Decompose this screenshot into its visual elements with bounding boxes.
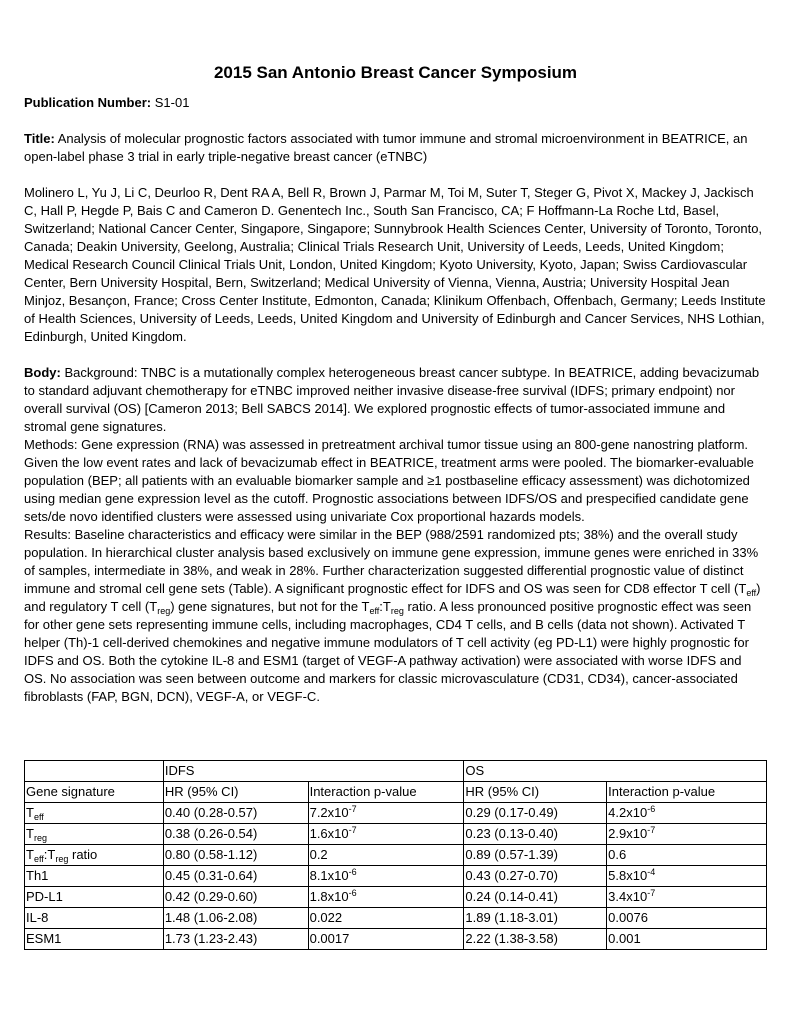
idfs-hr-cell: 0.45 (0.31-0.64) bbox=[163, 866, 308, 887]
column-header-idfs-p: Interaction p-value bbox=[308, 782, 464, 803]
body-methods: Methods: Gene expression (RNA) was assessed in pretreatment archival tumor tissue using an 800-gene nanostring platform. Given the low event rates and lack of bevacizumab effect in BEATRICE, treatment arms were pooled. The biomarker-evaluable population (BEP; all patients with an evaluable biomarker sample and ≥1 postbaseline efficacy assessment) was dichotomized using median gene expression level as the cutoff. Prognostic associations between IDFS/OS and prespecified candidate gene sets/de novo identified clusters were assessed using univariate Cox proportional hazards models. bbox=[24, 437, 754, 524]
results-text-3: ) gene signatures, but not for the T bbox=[170, 599, 370, 614]
table-group-header-row bbox=[25, 761, 767, 782]
publication-number-label: Publication Number: bbox=[24, 95, 152, 110]
table-body bbox=[25, 803, 767, 950]
table-row bbox=[25, 866, 767, 887]
body-results bbox=[24, 526, 767, 706]
idfs-p-value: 0.022 bbox=[309, 910, 343, 925]
os-p-value: 2.9x10 bbox=[608, 826, 648, 841]
results-sub-reg: reg bbox=[157, 606, 171, 616]
os-p-value: 5.8x10 bbox=[608, 868, 648, 883]
idfs-hr-cell: 0.80 (0.58-1.12) bbox=[163, 845, 308, 866]
results-table bbox=[24, 760, 767, 950]
gene-signature-mid: :T bbox=[43, 847, 56, 862]
os-p-cell bbox=[607, 929, 767, 950]
idfs-hr-cell: 1.48 (1.06-2.08) bbox=[163, 908, 308, 929]
os-hr-cell: 0.43 (0.27-0.70) bbox=[464, 866, 607, 887]
idfs-p-exponent: -7 bbox=[348, 825, 357, 835]
page-title: 2015 San Antonio Breast Cancer Symposium bbox=[213, 63, 578, 82]
os-p-cell bbox=[607, 824, 767, 845]
results-text-5: ratio. A less pronounced positive prognostic effect was seen for other gene sets representing immune cells, including macrophages, CD4 T cells, and B cells (data not shown). Activated T helper (Th)-1 cell-derived chemokines and negative immune modulators of T cell activity (eg PD-L1) were highly prognostic for IDFS and OS. Both the cytokine IL-8 and ESM1 (target of VEGF-A pathway activation) were associated with worse IDFS and OS. No association was seen between outcome and markers for classic microvasculature (CD31, CD34), cancer-associated fibroblasts (FAP, BGN, DCN), VEGF-A, or VEGF-C. bbox=[24, 599, 752, 704]
results-text-2: ) and regulatory T cell (T bbox=[24, 581, 761, 614]
idfs-p-cell bbox=[308, 908, 464, 929]
gene-signature-name: T bbox=[26, 847, 34, 862]
idfs-hr-cell: 0.38 (0.26-0.54) bbox=[163, 824, 308, 845]
idfs-p-cell bbox=[308, 845, 464, 866]
abstract-page bbox=[24, 62, 767, 706]
idfs-p-exponent: -6 bbox=[348, 888, 357, 898]
table-corner-cell bbox=[25, 761, 164, 782]
table-row bbox=[25, 845, 767, 866]
column-header-gene-signature: Gene signature bbox=[25, 782, 164, 803]
os-p-cell bbox=[607, 866, 767, 887]
idfs-p-cell bbox=[308, 887, 464, 908]
gene-signature-cell bbox=[25, 929, 164, 950]
gene-signature-name: ESM1 bbox=[26, 931, 62, 946]
os-p-exponent: -6 bbox=[647, 804, 656, 814]
group-header-idfs: IDFS bbox=[163, 761, 464, 782]
idfs-p-cell bbox=[308, 929, 464, 950]
os-p-exponent: -7 bbox=[647, 825, 656, 835]
gene-signature-cell bbox=[25, 845, 164, 866]
gene-signature-cell bbox=[25, 803, 164, 824]
table-header-row bbox=[25, 782, 767, 803]
idfs-p-value: 1.6x10 bbox=[309, 826, 349, 841]
table-row bbox=[25, 887, 767, 908]
os-p-cell bbox=[607, 887, 767, 908]
os-p-exponent: -4 bbox=[647, 867, 656, 877]
gene-signature-name: Th1 bbox=[26, 868, 49, 883]
os-p-cell bbox=[607, 845, 767, 866]
results-text-1: Results: Baseline characteristics and efficacy were similar in the BEP (988/2591 randomized pts; 38%) and the overall study population. In hierarchical cluster analysis based exclusively on immune gene expression, immune genes were enriched in 33% of samples, intermediate in 38%, and weak in 28%. Further characterization suggested differential prognostic value of distinct immune and stromal cell gene sets (Table). A significant prognostic effect for IDFS and OS was seen for CD8 effector T cell (T bbox=[24, 527, 759, 596]
idfs-p-cell bbox=[308, 824, 464, 845]
os-hr-cell: 0.23 (0.13-0.40) bbox=[464, 824, 607, 845]
os-p-value: 0.0076 bbox=[608, 910, 648, 925]
abstract-title-text: Analysis of molecular prognostic factors associated with tumor immune and stromal microenvironment in BEATRICE, an open-label phase 3 trial in early triple-negative breast cancer (eTNBC) bbox=[24, 131, 748, 164]
results-text-4: :T bbox=[379, 599, 391, 614]
os-hr-cell: 0.89 (0.57-1.39) bbox=[464, 845, 607, 866]
gene-signature-name: T bbox=[26, 805, 34, 820]
body-label: Body: bbox=[24, 365, 61, 380]
idfs-hr-cell: 1.73 (1.23-2.43) bbox=[163, 929, 308, 950]
os-p-value: 0.6 bbox=[608, 847, 627, 862]
os-p-cell bbox=[607, 908, 767, 929]
body-background bbox=[24, 364, 767, 436]
table-row bbox=[25, 908, 767, 929]
idfs-hr-cell: 0.42 (0.29-0.60) bbox=[163, 887, 308, 908]
column-header-os-hr: HR (95% CI) bbox=[464, 782, 607, 803]
gene-signature-tail: ratio bbox=[68, 847, 98, 862]
os-p-value: 0.001 bbox=[608, 931, 641, 946]
gene-signature-subscript: eff bbox=[33, 854, 44, 864]
gene-signature-cell bbox=[25, 824, 164, 845]
table-row bbox=[25, 824, 767, 845]
idfs-p-exponent: -7 bbox=[348, 804, 357, 814]
os-p-cell bbox=[607, 803, 767, 824]
gene-signature-cell bbox=[25, 866, 164, 887]
idfs-p-cell bbox=[308, 803, 464, 824]
idfs-p-value: 0.0017 bbox=[309, 931, 350, 946]
idfs-hr-cell: 0.40 (0.28-0.57) bbox=[163, 803, 308, 824]
table-row bbox=[25, 803, 767, 824]
os-hr-cell: 1.89 (1.18-3.01) bbox=[464, 908, 607, 929]
column-header-idfs-hr: HR (95% CI) bbox=[163, 782, 308, 803]
abstract-title bbox=[24, 130, 767, 166]
idfs-p-exponent: -6 bbox=[348, 867, 357, 877]
os-hr-cell: 2.22 (1.38-3.58) bbox=[464, 929, 607, 950]
publication-number-value: S1-01 bbox=[151, 95, 190, 110]
gene-signature-cell bbox=[25, 908, 164, 929]
column-header-os-p: Interaction p-value bbox=[607, 782, 767, 803]
publication-number bbox=[24, 94, 767, 112]
gene-signature-subscript: eff bbox=[33, 812, 44, 822]
idfs-p-value: 1.8x10 bbox=[309, 889, 349, 904]
idfs-p-value: 0.2 bbox=[309, 847, 328, 862]
os-p-value: 3.4x10 bbox=[608, 889, 648, 904]
results-sub-eff: eff bbox=[746, 588, 757, 598]
gene-signature-cell bbox=[25, 887, 164, 908]
idfs-p-value: 7.2x10 bbox=[309, 805, 349, 820]
gene-signature-subscript: reg bbox=[33, 833, 47, 843]
os-hr-cell: 0.24 (0.14-0.41) bbox=[464, 887, 607, 908]
idfs-p-value: 8.1x10 bbox=[309, 868, 349, 883]
os-p-exponent: -7 bbox=[647, 888, 656, 898]
abstract-title-label: Title: bbox=[24, 131, 55, 146]
gene-signature-name: PD-L1 bbox=[26, 889, 63, 904]
idfs-p-cell bbox=[308, 866, 464, 887]
gene-signature-subscript-2: reg bbox=[55, 854, 69, 864]
gene-signature-name: IL-8 bbox=[26, 910, 49, 925]
results-sub-reg-2: reg bbox=[390, 606, 404, 616]
group-header-os: OS bbox=[464, 761, 767, 782]
gene-signature-name: T bbox=[26, 826, 34, 841]
results-sub-eff-2: eff bbox=[369, 606, 380, 616]
os-hr-cell: 0.29 (0.17-0.49) bbox=[464, 803, 607, 824]
os-p-value: 4.2x10 bbox=[608, 805, 648, 820]
table-row bbox=[25, 929, 767, 950]
background-text: Background: TNBC is a mutationally complex heterogeneous breast cancer subtype. In BEATRICE, adding bevacizumab to standard adjuvant chemotherapy for eTNBC improved neither invasive disease-free survival (IDFS; primary endpoint) nor overall survival (OS) [Cameron 2013; Bell SABCS 2014]. We explored prognostic effects of tumor-associated immune and stromal gene signatures. bbox=[24, 365, 760, 434]
authors-affiliations: Molinero L, Yu J, Li C, Deurloo R, Dent RA A, Bell R, Brown J, Parmar M, Toi M, Suter T, Steger G, Pivot X, Mackey J, Jackisch C, Hall P, Hegde P, Bais C and Cameron D. Genentech Inc., South San Francisco, CA; F Hoffmann-La Roche Ltd, Basel, Switzerland; National Cancer Center, Singapore, Singapore; Sunnybrook Health Sciences Center, University of Toronto, Toronto, Canada; Deakin University, Geelong, Australia; Clinical Trials Research Unit, University of Leeds, Leeds, United Kingdom; Medical Research Council Clinical Trials Unit, London, United Kingdom; Kyoto University, Kyoto, Japan; Swiss Cardiovascular Center, Bern University Hospital, Bern, Switzerland; Medical University of Vienna, Vienna, Austria; University Hospital Jean Minjoz, Besançon, France; Cross Center Institute, Edmonton, Canada; Klinikum Offenbach, Offenbach, Germany; Leeds Institute of Health Sciences, University of Leeds, Leeds, United Kingdom and University of Edinburgh and Cancer Services, NHS Lothian, Edinburgh, United Kingdom. bbox=[24, 185, 766, 344]
